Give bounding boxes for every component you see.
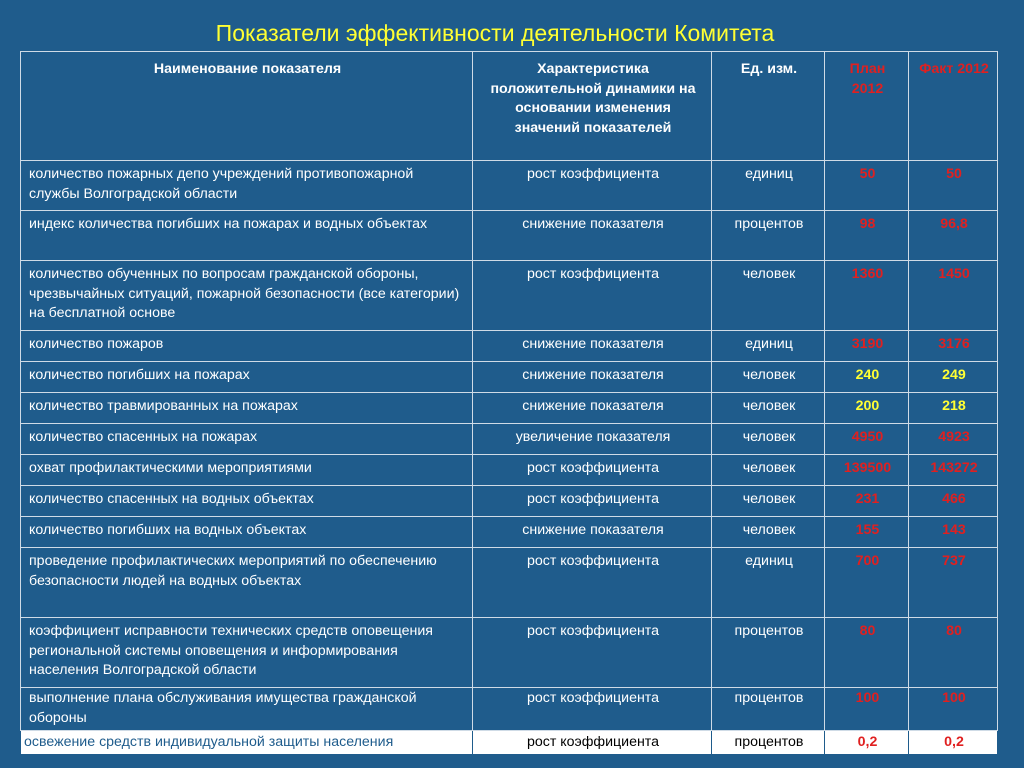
row-characteristic: рост коэффициента	[473, 486, 712, 517]
row-unit: процентов	[712, 688, 825, 731]
row-name: проведение профилактических мероприятий по обеспечению безопасности людей на водных объектах	[21, 548, 473, 618]
row-name: количество спасенных на водных объектах	[21, 486, 473, 517]
table-row	[21, 331, 998, 362]
header-unit: Ед. изм.	[712, 52, 825, 161]
table-row	[21, 424, 998, 455]
row-plan: 240	[825, 362, 909, 393]
table-row	[21, 731, 998, 755]
row-characteristic: снижение показателя	[473, 331, 712, 362]
row-fact: 4923	[909, 424, 998, 455]
row-fact: 218	[909, 393, 998, 424]
row-name: индекс количества погибших на пожарах и водных объектах	[21, 211, 473, 261]
table-row	[21, 688, 998, 731]
row-fact: 3176	[909, 331, 998, 362]
table-row	[21, 362, 998, 393]
row-fact: 100	[909, 688, 998, 731]
page-title: Показатели эффективности деятельности Комитета	[215, 20, 775, 46]
row-fact: 249	[909, 362, 998, 393]
row-plan: 139500	[825, 455, 909, 486]
row-name: охват профилактическими мероприятиями	[21, 455, 473, 486]
row-unit: человек	[712, 393, 825, 424]
row-fact: 50	[909, 161, 998, 211]
table-row	[21, 517, 998, 548]
header-row	[21, 52, 998, 161]
row-plan: 4950	[825, 424, 909, 455]
row-unit: человек	[712, 517, 825, 548]
header-fact: Факт 2012	[909, 52, 998, 161]
row-name: количество пожаров	[21, 331, 473, 362]
row-unit: единиц	[712, 331, 825, 362]
row-plan: 50	[825, 161, 909, 211]
row-plan: 98	[825, 211, 909, 261]
table-row	[21, 486, 998, 517]
row-unit: единиц	[712, 548, 825, 618]
row-plan: 1360	[825, 261, 909, 331]
header-characteristic: Характеристика положительной динамики на основании изменения значений показателей	[473, 52, 712, 161]
row-characteristic: рост коэффициента	[473, 548, 712, 618]
row-name: выполнение плана обслуживания имущества гражданской обороны	[21, 688, 473, 731]
row-name: количество погибших на пожарах	[21, 362, 473, 393]
row-fact: 143272	[909, 455, 998, 486]
row-unit: процентов	[712, 211, 825, 261]
table-row	[21, 455, 998, 486]
table-row	[21, 618, 998, 688]
row-name: количество травмированных на пожарах	[21, 393, 473, 424]
row-characteristic: рост коэффициента	[473, 731, 712, 755]
table-row	[21, 548, 998, 618]
row-fact: 143	[909, 517, 998, 548]
row-plan: 80	[825, 618, 909, 688]
row-plan: 231	[825, 486, 909, 517]
row-characteristic: снижение показателя	[473, 211, 712, 261]
row-unit: человек	[712, 362, 825, 393]
row-unit: процентов	[712, 618, 825, 688]
row-plan: 3190	[825, 331, 909, 362]
row-plan: 155	[825, 517, 909, 548]
header-plan: План 2012	[825, 52, 909, 161]
row-fact: 96,8	[909, 211, 998, 261]
row-name: количество обученных по вопросам гражданской обороны, чрезвычайных ситуаций, пожарной безопасности (все категории) на бесплатной основе	[21, 261, 473, 331]
row-unit: человек	[712, 455, 825, 486]
row-fact: 737	[909, 548, 998, 618]
table-row	[21, 211, 998, 261]
indicators-table	[20, 51, 998, 755]
row-plan: 0,2	[825, 731, 909, 755]
row-name: количество погибших на водных объектах	[21, 517, 473, 548]
row-unit: единиц	[712, 161, 825, 211]
row-name: количество пожарных депо учреждений противопожарной службы Волгоградской области	[21, 161, 473, 211]
table-row	[21, 161, 998, 211]
row-plan: 100	[825, 688, 909, 731]
row-name: освежение средств индивидуальной защиты населения	[21, 731, 473, 755]
row-fact: 466	[909, 486, 998, 517]
row-plan: 700	[825, 548, 909, 618]
row-characteristic: снижение показателя	[473, 362, 712, 393]
row-fact: 0,2	[909, 731, 998, 755]
table-row	[21, 261, 998, 331]
row-unit: человек	[712, 424, 825, 455]
row-characteristic: увеличение показателя	[473, 424, 712, 455]
row-fact: 1450	[909, 261, 998, 331]
row-characteristic: рост коэффициента	[473, 455, 712, 486]
row-plan: 200	[825, 393, 909, 424]
row-characteristic: рост коэффициента	[473, 261, 712, 331]
row-characteristic: рост коэффициента	[473, 161, 712, 211]
row-name: коэффициент исправности технических средств оповещения региональной системы оповещения и информирования населения Волгоградской области	[21, 618, 473, 688]
row-characteristic: снижение показателя	[473, 517, 712, 548]
row-name: количество спасенных на пожарах	[21, 424, 473, 455]
row-unit: человек	[712, 261, 825, 331]
header-name: Наименование показателя	[21, 52, 473, 161]
row-characteristic: рост коэффициента	[473, 688, 712, 731]
row-unit: процентов	[712, 731, 825, 755]
row-unit: человек	[712, 486, 825, 517]
row-fact: 80	[909, 618, 998, 688]
row-characteristic: снижение показателя	[473, 393, 712, 424]
row-characteristic: рост коэффициента	[473, 618, 712, 688]
table-row	[21, 393, 998, 424]
